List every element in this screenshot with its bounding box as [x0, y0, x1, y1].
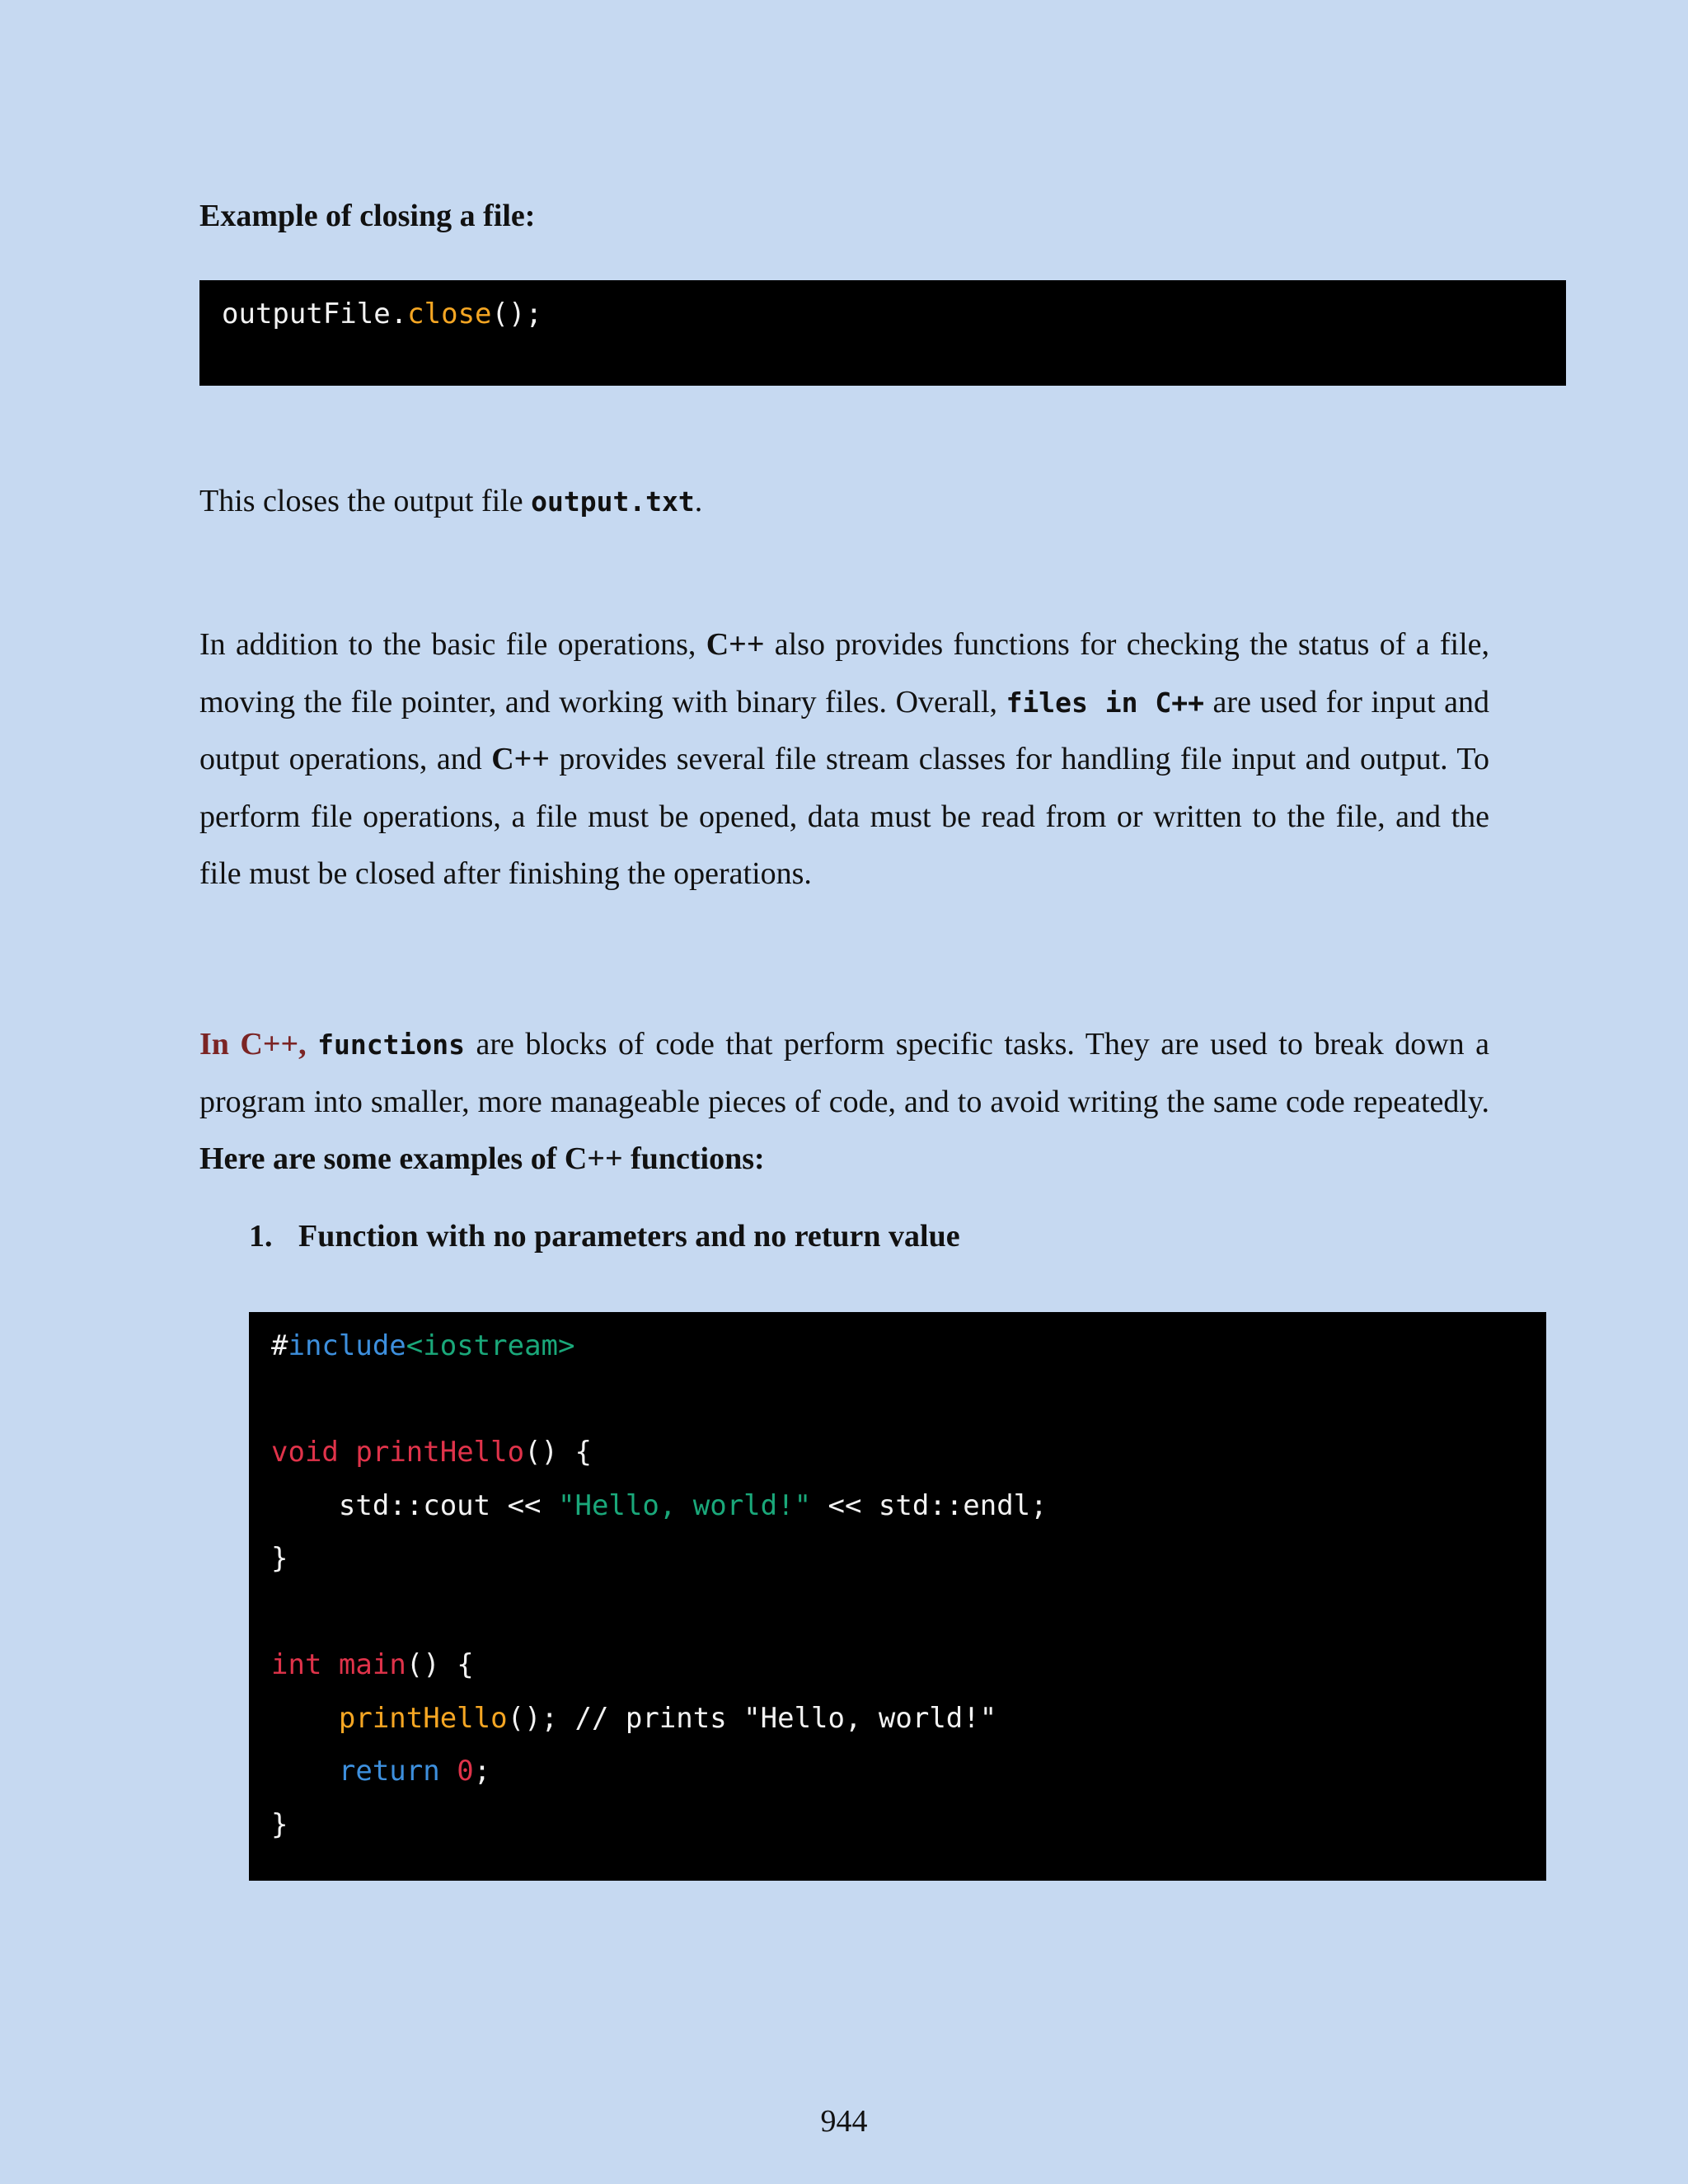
section-heading: Example of closing a file:	[199, 199, 536, 233]
code-line: }	[271, 1542, 288, 1575]
code-block-print-hello	[249, 1312, 1546, 1881]
code-line	[222, 293, 1544, 347]
text: provides several file stream classes for handling file input and output. To perform file operations, a file must be opened, data must be read from or written to the file, and the file must be closed after finishing the operations.	[199, 742, 1489, 891]
bold-text: C++	[491, 742, 550, 776]
paragraph-functions-intro	[199, 1016, 1489, 1188]
code-token: printHello	[338, 1701, 508, 1735]
code-method: close	[407, 298, 492, 330]
code-line-blank	[271, 1591, 1524, 1645]
code-token: printHello	[355, 1436, 525, 1469]
code-line	[271, 1485, 1524, 1539]
code-punct: ();	[491, 298, 542, 330]
list-label: Function with no parameters and no return value	[298, 1219, 960, 1254]
code-line	[271, 1432, 1524, 1485]
code-token: () {	[406, 1648, 474, 1681]
code-token	[271, 1702, 339, 1735]
text: In addition to the basic file operations,	[199, 627, 706, 662]
text: are used for input and output operations, and	[199, 684, 1489, 776]
code-token: ;	[473, 1755, 491, 1788]
inline-code: functions	[317, 1029, 465, 1061]
code-line	[271, 1698, 1524, 1751]
filename-code: output.txt	[531, 485, 695, 518]
code-token: main	[338, 1648, 406, 1681]
text: also provides functions for checking the status of a file, moving the file pointer, and working with binary files. Overall,	[199, 627, 1489, 719]
list-number: 1.	[249, 1219, 273, 1254]
code-token: "Hello, world!"	[558, 1488, 812, 1522]
code-token: << std::endl;	[811, 1488, 1048, 1522]
page-number: 944	[820, 2104, 868, 2139]
code-token: int	[271, 1648, 322, 1681]
code-token	[271, 1755, 339, 1788]
text: This closes the output file	[199, 484, 532, 518]
bold-text: C++	[706, 627, 765, 662]
code-line: }	[271, 1807, 288, 1841]
code-token: <iostream>	[406, 1329, 575, 1362]
code-line	[271, 1750, 1524, 1804]
code-token: include	[288, 1329, 406, 1362]
code-line	[271, 1644, 1524, 1698]
code-token: void	[271, 1436, 339, 1469]
code-token: 0	[457, 1755, 474, 1788]
paragraph-file-operations	[199, 616, 1489, 903]
code-token: return	[338, 1755, 440, 1788]
text: are blocks of code that perform specific tasks. They are used to break down a program into smaller, more manageable pieces of code, and to avoid writing the same code repeatedly.	[199, 1027, 1490, 1119]
inline-code: files in C++	[1006, 686, 1205, 719]
text: .	[694, 484, 703, 518]
code-token: #	[271, 1329, 288, 1362]
list-item-1	[249, 1218, 960, 1254]
bold-text: Here are some examples of C++ functions:	[199, 1141, 765, 1176]
code-line	[271, 1325, 1524, 1379]
paragraph-close-description	[199, 473, 1489, 531]
code-object: outputFile.	[222, 298, 408, 330]
code-line-blank	[271, 1379, 1524, 1432]
code-token: () {	[524, 1436, 592, 1469]
text	[307, 1027, 318, 1062]
code-block-close-file	[199, 280, 1566, 386]
code-token: std::cout <<	[271, 1488, 558, 1522]
highlight-text: In C++,	[199, 1027, 307, 1062]
code-token: (); // prints "Hello, world!"	[507, 1701, 997, 1735]
